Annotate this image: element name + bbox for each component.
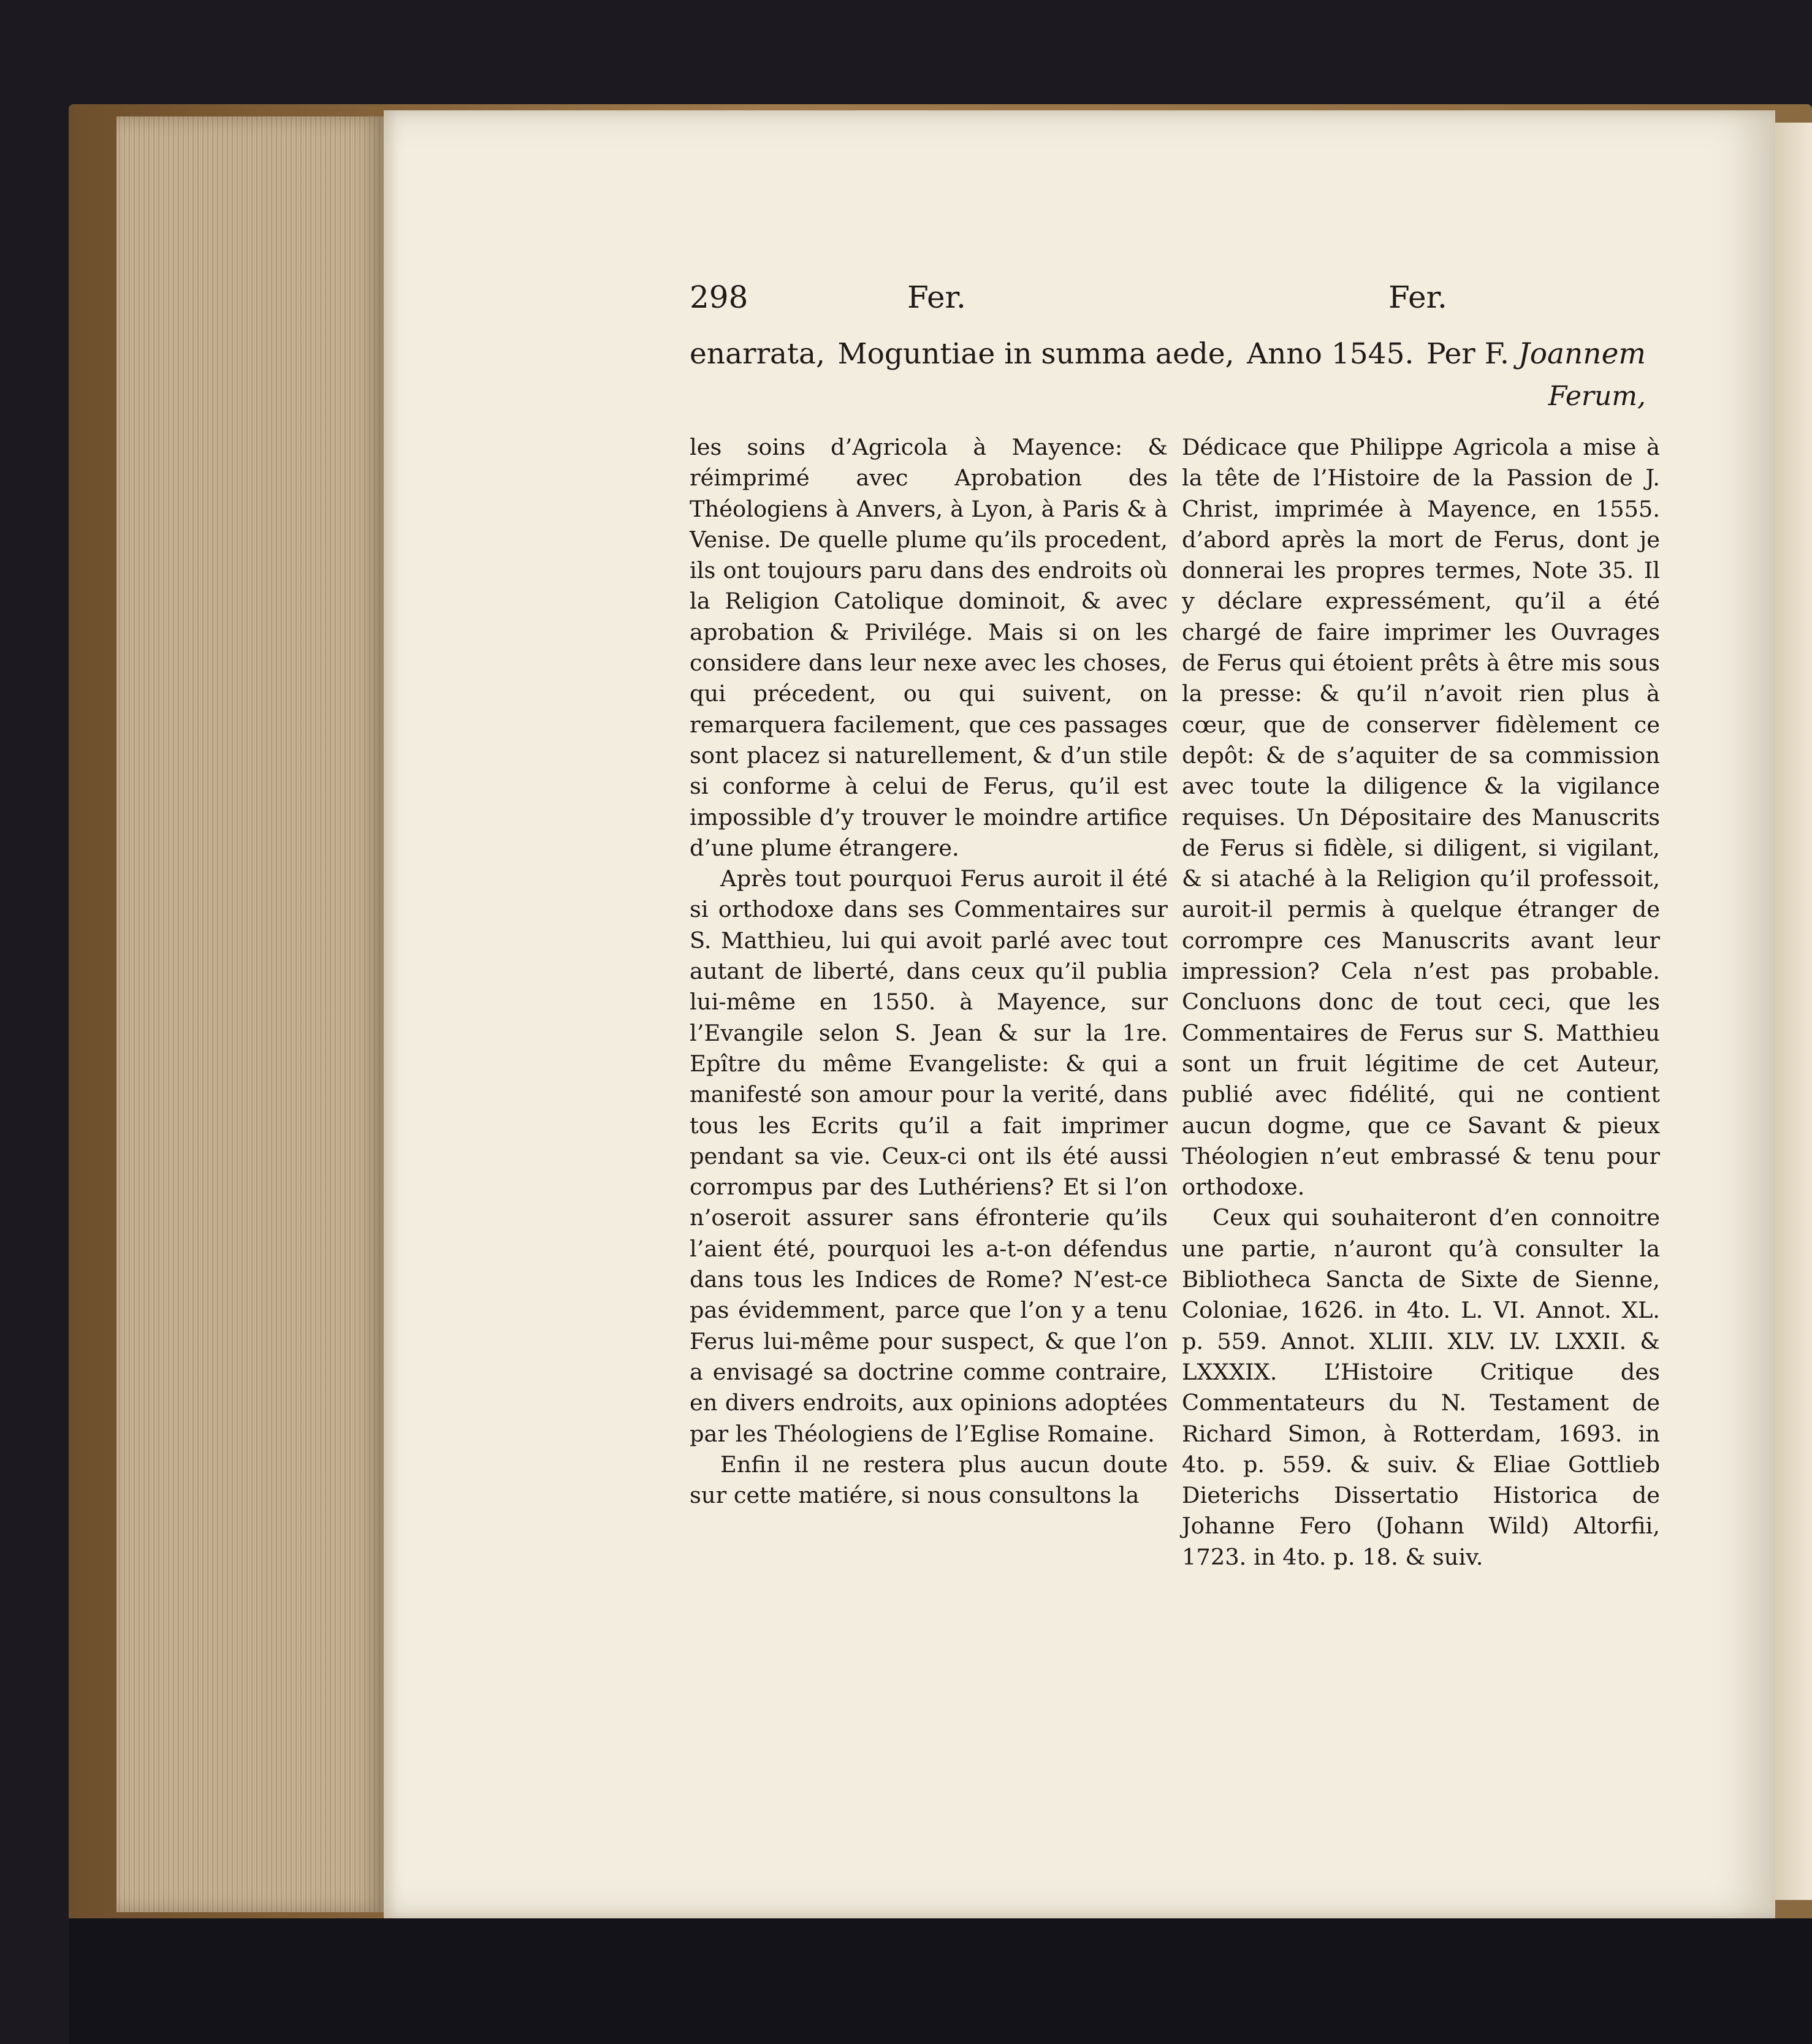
right-column xyxy=(1182,432,1660,1572)
paragraph: Dédicace que Philippe Agricola a mise à la tête de l’Histoire de la Passion de J. Christ, imprimée à Mayence, en 1555. d’abord après la mort de Ferus, dont je donnerai les propres termes, Note 35. Il y déclare expressément, qu’il a été chargé de faire imprimer les Ouvrages de Ferus qui étoient prêts à être mis sous la presse: & qu’il n’avoit rien plus à cœur, que de conserver fidèlement ce depôt: & de s’aquiter de sa commission avec toute la diligence & la vigilance requises. Un Dépositaire des Manuscrits de Ferus si fidèle, si diligent, si vigilant, & si ataché à la Religion qu’il professoit, auroit-il permis à quelque étranger de corrompre ces Manuscrits avant leur impression? Cela n’est pas probable. Concluons donc de tout ceci, que les Commentaires de Ferus sur S. Matthieu sont un fruit légitime de cet Auteur, publié avec fidélité, qui ne contient aucun dogme, que ce Savant & pieux Théologien n’eut embrassé & tenu pour orthodoxe. xyxy=(1182,434,1660,1201)
running-head xyxy=(690,270,1545,325)
title-line-2: Ferum, xyxy=(1548,381,1646,412)
title-line xyxy=(690,330,1646,379)
page-number: 298 xyxy=(690,279,748,315)
paragraph: Enfin il ne restera plus aucun doute sur cette matiére, si nous consultons la xyxy=(690,1451,1168,1509)
title-segment-name: Per F. Joannem xyxy=(1426,337,1646,371)
title-segment: enarrata, xyxy=(690,337,825,371)
paragraph: Ceux qui souhaiteront d’en connoitre une partie, n’auront qu’à consulter la Bibliotheca Sancta de Sixte de Sienne, Coloniae, 1626. in 4to. L. VI. Annot. XL. p. 559. Annot. XLIII. XLV. LV. LXXII. & LXXXIX. L’Histoire Critique des Commentateurs du N. Testament de Richard Simon, à Rotterdam, 1693. in 4to. p. 559. & suiv. & Eliae Gottlieb Dieterichs Dissertatio Historica de Johanne Fero (Johann Wild) Altorfii, 1723. in 4to. p. 18. & suiv. xyxy=(1182,1204,1660,1570)
left-column xyxy=(690,432,1168,1572)
paragraph: Après tout pourquoi Ferus auroit il été si orthodoxe dans ses Commentaires sur S. Matthieu, lui qui avoit parlé avec tout autant de liberté, dans ceux qu’il publia lui-même en 1550. à Mayence, sur l’Evangile selon S. Jean & sur la 1re. Epître du même Evangeliste: & qui a manifesté son amour pour la verité, dans tous les Ecrits qu’il a fait imprimer pendant sa vie. Ceux-ci ont ils été aussi corrompus par des Luthériens? Et si l’on n’oseroit assurer sans éfronterie qu’ils l’aient été, pourquoi les a-t-on défendus dans tous les Indices de Rome? N’est-ce pas évidemment, parce que l’on y a tenu Ferus lui-même pour suspect, & que l’on a envisagé sa doctrine comme contraire, en divers endroits, aux opinions adoptées par les Théologiens de l’Eglise Romaine. xyxy=(690,865,1168,1447)
next-page-edge xyxy=(1775,123,1812,1900)
running-head-right: Fer. xyxy=(1388,279,1447,315)
title-segment: Moguntiae in summa aede, xyxy=(837,337,1235,371)
page-edges xyxy=(116,116,386,1912)
paragraph: les soins d’Agricola à Mayence: & réimprimé avec Aprobation des Théologiens à Anvers, à Lyon, à Paris & à Venise. De quelle plume qu’ils procedent, ils ont toujours paru dans des endroits où la Religion Catolique dominoit, & avec aprobation & Privilége. Mais si on les considere dans leur nexe avec les choses, qui précedent, ou qui suivent, on remarquera facilement, que ces passages sont placez si naturellement, & d’un stile si conforme à celui de Ferus, qu’il est impossible d’y trouver le moindre artifice d’une plume étrangere. xyxy=(690,434,1168,861)
running-head-left: Fer. xyxy=(907,279,966,315)
bottom-shadow xyxy=(69,1918,1812,2044)
title-segment: Anno 1545. xyxy=(1247,337,1414,371)
